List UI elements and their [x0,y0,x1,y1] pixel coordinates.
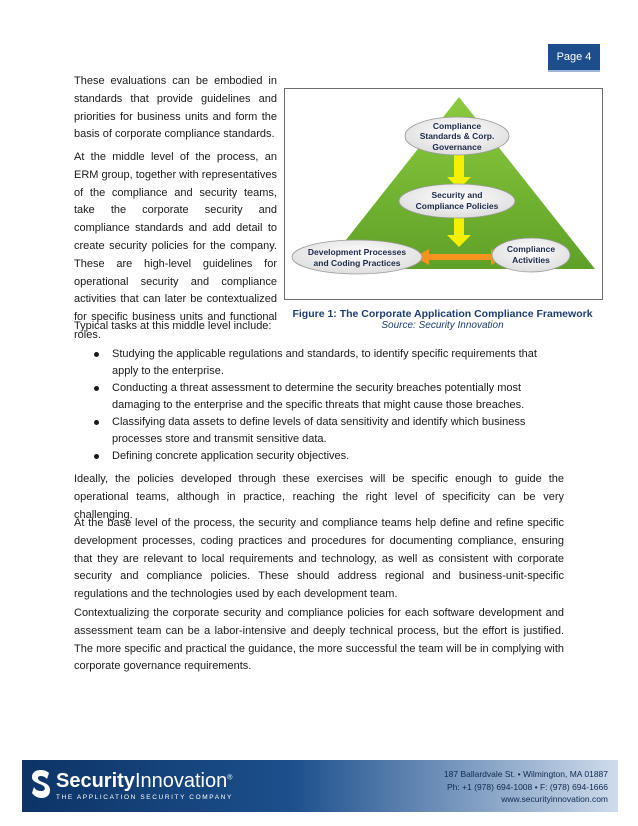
figure-source: Source: Security Innovation [381,320,504,331]
intro-paragraph-2: At the middle level of the process, an ERM group, together with representatives of the compliance and security teams, take the corporate security and compliance standards and add detail to create security policies for the company. These are high-level guidelines for operational security and compliance activities that can later be contextualized for specific business units and functional roles. [74,151,277,341]
company-tagline: THE APPLICATION SECURITY COMPANY [56,794,233,801]
registered-mark: ® [227,774,233,782]
list-item [92,414,562,448]
oval-top-line3: Governance [432,142,482,152]
oval-middle-line2: Compliance Policies [415,201,499,211]
logo-text-regular: Innovation [134,770,228,792]
pyramid-diagram [285,89,602,299]
address-line: 187 Ballardvale St. • Wilmington, MA 01887 [443,769,608,779]
oval-right-line2: Activities [512,255,550,265]
framework-figure [284,88,603,300]
page-number-badge: Page 4 [548,44,600,70]
bullet-icon [94,386,99,391]
body-paragraph-1: Ideally, the policies developed through these exercises will be specific enough to guide the operational teams, although in practice, reaching the right level of specificity can be very challenging. [74,473,564,521]
logo-text-bold: Security [56,770,135,792]
figure-caption: Figure 1: The Corporate Application Compliance Framework [292,308,593,320]
list-item [92,448,562,465]
bullet-icon [94,352,99,357]
list-item-text: Studying the applicable regulations and standards, to identify specific requirements that apply to the enterprise. [112,348,537,377]
phone-fax-line: Ph: +1 (978) 694-1008 • F: (978) 694-1666 [446,781,608,792]
list-item [92,380,562,414]
intro-paragraph-1: These evaluations can be embodied in standards that provide guidelines and priorities for business units and form the basis of corporate compliance standards. [74,75,277,141]
oval-left [292,240,422,274]
company-logo-text [56,770,232,793]
company-address [348,768,608,806]
intro-paragraph-3: Typical tasks at this middle level include: [74,320,272,332]
list-item-text: Defining concrete application security objectives. [112,450,350,462]
body-paragraph-2: At the base level of the process, the security and compliance teams help define and refine specific development processes, coding practices and procedures for documenting compliance, ensuring that they are relevant to local requirements and technology, as well as consistent with corporate security and compliance policies. These should address regional and business-unit-specific regulations and the technologies used by each development team. [74,517,564,601]
body-paragraph-3: Contextualizing the corporate security and compliance policies for each software development and assessment team can be a labor-intensive and deeply technical process, but the effort is justified. The more specific and practical the guidance, the more successful the team will be in complying with corporate governance requirements. [74,607,564,673]
tasks-bullet-list [92,346,562,465]
oval-left-line1: Development Processes [307,247,407,257]
oval-top-line2: Standards & Corp. [419,131,495,141]
list-item-text: Conducting a threat assessment to determine the security breaches potentially most damaging to the enterprise and the specific threats that might cause those breaches. [112,382,525,411]
list-item [92,346,562,380]
oval-right-line1: Compliance [506,244,556,254]
oval-top-line1: Compliance [432,121,482,131]
list-item-text: Classifying data assets to define levels of data sensitivity and identify which business processes store and transmit sensitive data. [112,416,526,445]
bullet-icon [94,420,99,425]
website-link[interactable]: www.securityinnovation.com [501,794,608,804]
oval-left-line2: and Coding Practices [313,258,401,268]
bullet-icon [94,454,99,459]
oval-middle-line1: Security and [431,190,483,200]
security-innovation-logo-icon [30,768,52,800]
page-badge-underline [548,70,600,72]
